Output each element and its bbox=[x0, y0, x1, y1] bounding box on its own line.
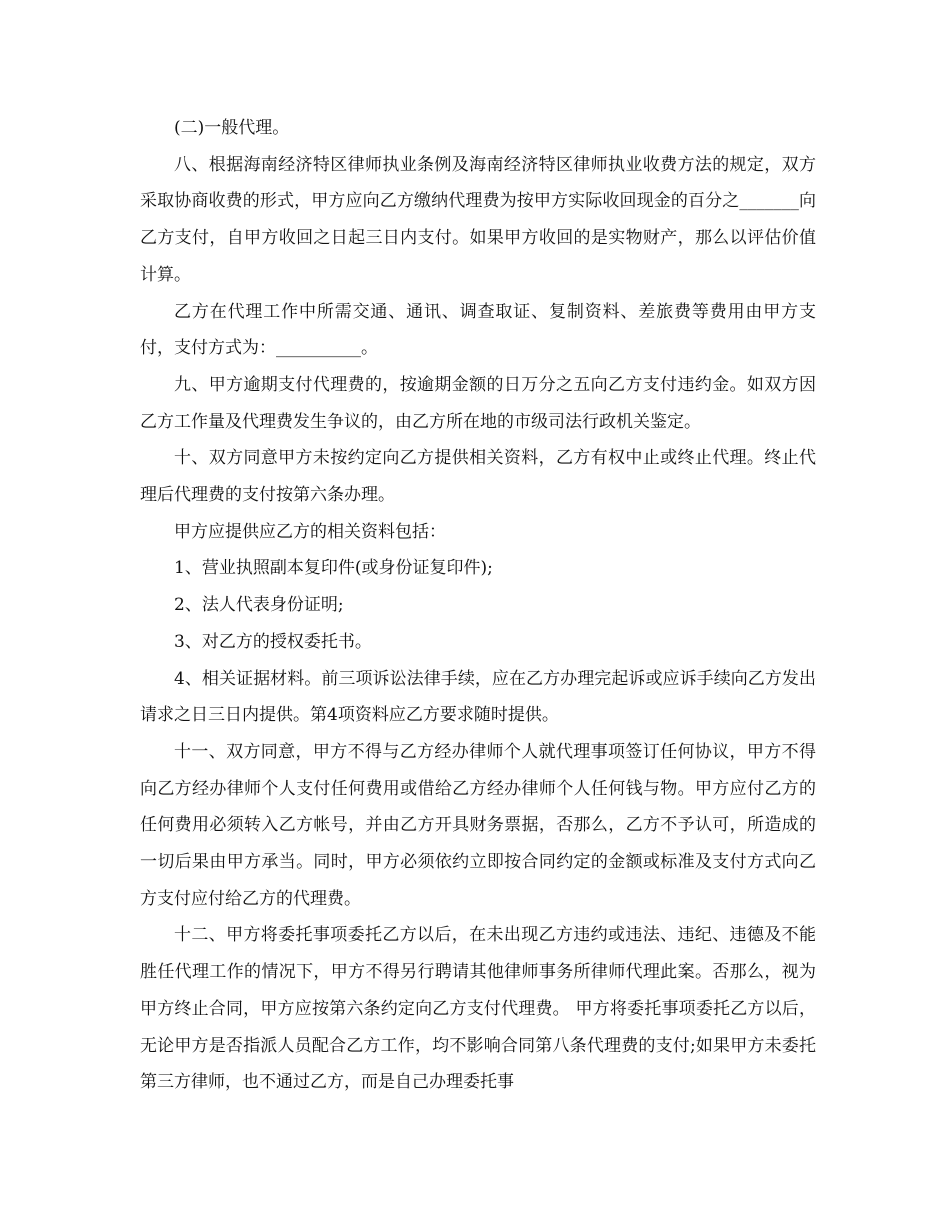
list-item-3: 3、对乙方的授权委托书。 bbox=[174, 631, 372, 652]
paragraph-clause-10: 十、双方同意甲方未按约定向乙方提供相关资料，乙方有权中止或终止代理。终止代理后代理费的支付按第六条办理。 bbox=[140, 448, 816, 506]
paragraph-clause-12: 十二、甲方将委托事项委托乙方以后，在未出现乙方违约或违法、违纪、违德及不能胜任代理工作的情况下，甲方不得另行聘请其他律师事务所律师代理此案。否那么，视为甲方终止合同，甲方应按第六条约定向乙方支付代理费。 甲方将委托事项委托乙方以后，无论甲方是否指派人员配合乙方工作，均不影响合同第八条代理费的支付;如果甲方未委托第三方律师，也不通过乙方，而是自己办理委托事 bbox=[140, 925, 816, 1093]
list-item-1: 1、营业执照副本复印件(或身份证复印件); bbox=[174, 558, 493, 579]
list-item-2: 2、法人代表身份证明; bbox=[174, 595, 344, 616]
paragraph-expenses: 乙方在代理工作中所需交通、通讯、调查取证、复制资料、差旅费等费用由甲方支付，支付方式为：__________。 bbox=[140, 301, 816, 359]
paragraph-clause-11: 十一、双方同意，甲方不得与乙方经办律师个人就代理事项签订任何协议，甲方不得向乙方经办律师个人支付任何费用或借给乙方经办律师个人任何钱与物。甲方应付乙方的任何费用必须转入乙方帐号，并由乙方开具财务票据，否那么，乙方不予认可，所造成的一切后果由甲方承当。同时，甲方必须依约立即按合同约定的金额或标准及支付方式向乙方支付应付给乙方的代理费。 bbox=[140, 741, 816, 909]
paragraph-clause-9: 九、甲方逾期支付代理费的，按逾期金额的日万分之五向乙方支付违约金。如双方因乙方工作量及代理费发生争议的，由乙方所在地的市级司法行政机关鉴定。 bbox=[140, 374, 816, 432]
paragraph-general-agency: (二)一般代理。 bbox=[174, 118, 290, 138]
paragraph-clause-8: 八、根据海南经济特区律师执业条例及海南经济特区律师执业收费方法的规定，双方采取协商收费的形式，甲方应向乙方缴纳代理费为按甲方实际收回现金的百分之_______向乙方支付，自甲方收回之日起三日内支付。如果甲方收回的是实物财产，那么以评估价值计算。 bbox=[140, 154, 816, 285]
paragraph-materials-intro: 甲方应提供应乙方的相关资料包括： bbox=[174, 521, 446, 542]
document-body bbox=[140, 110, 816, 1101]
list-item-4: 4、相关证据材料。前三项诉讼法律手续，应在乙方办理完起诉或应诉手续向乙方发出请求之日三日内提供。第4项资料应乙方要求随时提供。 bbox=[140, 668, 816, 726]
